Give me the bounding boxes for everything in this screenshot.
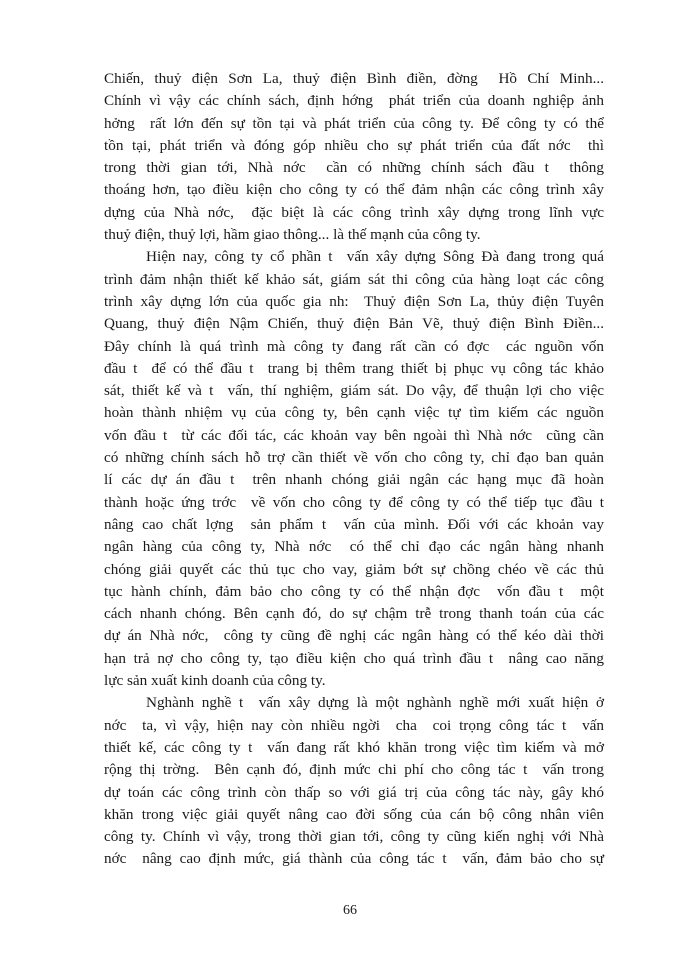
text-line: thành hoặc ứng trớc về vốn cho công ty để công ty có thể tiếp tục đầu t [104,493,604,511]
text-line: tục hành chính, đảm bảo cho công ty có thể nhận đợc vốn đầu t một [104,582,604,600]
text-line: hoàn thành nhiệm vụ của công ty, bên cạnh việc tự tìm kiếm các nguồn [104,404,604,422]
page-number: 66 [343,903,357,918]
text-line: thuỷ điện, thuỷ lợi, hầm giao thông... là thế mạnh của công ty. [104,226,481,244]
text-line: vốn đầu t từ các đối tác, các khoản vay bên ngoài thì Nhà nớc cũng cần [104,426,604,444]
text-line: Quang, thuỷ điện Nậm Chiến, thuỷ điện Bản Vẽ, thuỷ điện Bình Điền... [104,315,604,333]
text-line: công ty. Chính vì vậy, trong thời gian tới, công ty cũng kiến nghị với Nhà [104,828,604,846]
text-line: Đây chính là quá trình mà công ty đang rất cần có đợc các nguồn vốn [104,337,604,355]
text-line: chóng giải quyết các thủ tục cho vay, giảm bớt sự chồng chéo về các thủ [104,560,604,578]
text-line: Chính vì vậy các chính sách, định hớng phát triển của doanh nghiệp ảnh [104,92,604,110]
text-line: có những chính sách hỗ trợ cần thiết về vốn cho công ty, chỉ đạo ban quản [104,449,604,467]
text-line: lí các dự án đầu t trên nhanh chóng giải ngân các hạng mục đã hoàn [104,471,604,489]
paragraph-2 [104,246,604,692]
text-line: ngân hàng của công ty, Nhà nớc có thể chỉ đạo các ngân hàng nhanh [104,538,604,556]
text-line: đầu t để có thể đầu t trang bị thêm trang thiết bị phục vụ công tác khảo [104,359,604,377]
text-line: sát, thiết kế và t vấn, thí nghiệm, giám sát. Do vậy, để thuận lợi cho việc [104,382,604,400]
text-line: lực sản xuất kinh doanh của công ty. [104,672,326,690]
text-line: thoáng hơn, tạo điều kiện cho công ty có thể đảm nhận các công trình xây [104,181,604,199]
text-line: trình đảm nhận thiết kế khảo sát, giám sát thi công của hàng loạt các công [104,270,604,288]
text-line: Hiện nay, công ty cổ phần t vấn xây dựng Sông Đà đang trong quá [146,248,604,266]
text-line: Chiến, thuỷ điện Sơn La, thuỷ điện Bình điền, đờng Hồ Chí Minh... [104,70,604,87]
text-line: nâng cao chất lợng sản phẩm t vấn của mình. Đối với các khoản vay [104,515,604,533]
text-line: nớc nâng cao định mức, giá thành của công tác t vấn, đảm bảo cho sự [104,850,604,868]
text-line: dự án Nhà nớc, công ty cũng đề nghị các ngân hàng có thể kéo dài thời [104,627,604,645]
paragraph-3 [104,692,604,870]
text-line: nớc ta, vì vậy, hiện nay còn nhiều ngời cha coi trọng công tác t vấn [104,716,604,734]
text-line: tồn tại, phát triển và đóng góp nhiều cho sự phát triển của đất nớc thì [104,136,604,154]
text-line: cách nhanh chóng. Bên cạnh đó, do sự chậm trễ trong thanh toán của các [104,605,604,623]
text-line: trong thời gian tới, Nhà nớc cần có những chính sách đầu t thông [104,159,604,177]
text-line: dự toán các công trình còn thấp so với giá trị của công tác này, gây khó [104,783,604,801]
text-line: dựng của Nhà nớc, đặc biệt là các công trình xây dựng trong lĩnh vực [104,203,604,221]
text-line: hởng rất lớn đến sự tồn tại và phát triển của công ty. Để công ty có thể [104,114,604,132]
text-line: rộng thị trờng. Bên cạnh đó, định mức chi phí cho công tác t vấn trong [104,761,604,779]
paragraph-1 [104,68,604,246]
text-line: Nghành nghề t vấn xây dựng là một nghành nghề mới xuất hiện ở [146,694,604,712]
text-line: khăn trong việc giải quyết nâng cao đời sống của cán bộ công nhân viên [104,805,604,823]
text-line: trình xây dựng lớn của quốc gia nh: Thuỷ điện Sơn La, thủy điện Tuyên [104,292,604,310]
body-text [104,68,604,871]
text-line: hạn trả nợ cho công ty, tạo điều kiện cho quá trình đầu t nâng cao năng [104,649,604,667]
text-line: thiết kế, các công ty t vấn đang rất khó khăn trong việc tìm kiếm và mở [104,738,604,756]
